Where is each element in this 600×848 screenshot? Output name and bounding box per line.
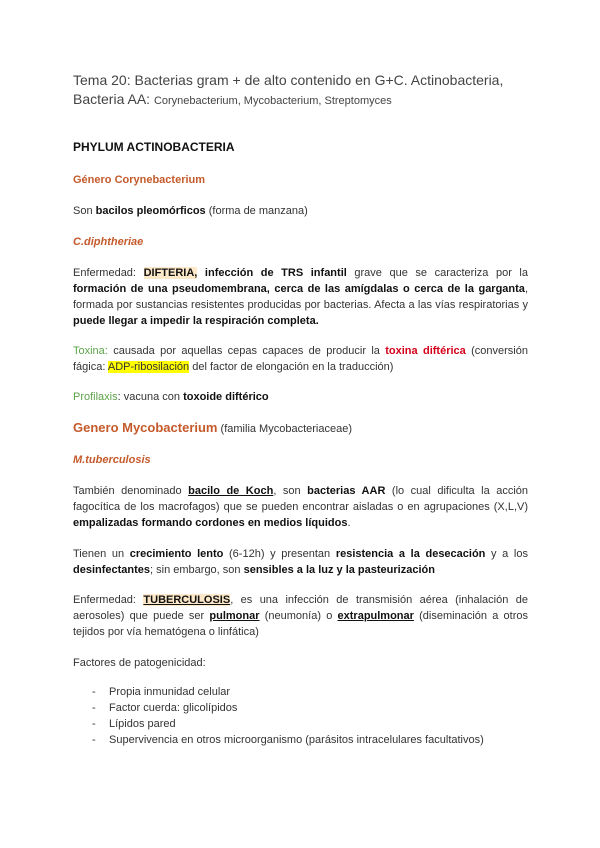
prophylaxis-label: Profilaxis [73,391,118,403]
mycobacterium-heading: Genero Mycobacterium [73,420,218,435]
toxin-name: toxina diftérica [385,345,466,357]
title-genera: Corynebacterium, Mycobacterium, Streptomyces [153,95,392,107]
list-item: - Propia inmunidad celular [92,684,528,700]
tuberculosis-highlight: TUBERCULOSIS [143,594,231,606]
growth-paragraph: Tienen un crecimiento lento (6-12h) y presentan resistencia a la desecación y a los desinfectantes; sin embargo, son sensibles a la luz y la pasteurización [73,548,528,576]
list-item: - Supervivencia en otros microorganismo (parásitos intracelulares facultativos) [92,732,528,748]
toxin-label: Toxina: [73,345,108,357]
list-item: - Lípidos pared [92,716,528,732]
mycobacterium-heading-line: Genero Mycobacterium (familia Mycobacteriaceae) [73,420,352,435]
phylum-heading: PHYLUM ACTINOBACTERIA [73,140,235,154]
title-main: Tema 20: Bacterias gram + de alto contenido en G+C. Actinobacteria, Bacteria AA: [73,72,504,107]
diphtheriae-heading: C.diphtheriae [73,236,144,248]
tuberculosis-description: También denominado bacilo de Koch, son bacterias AAR (lo cual dificulta la acción fagocítica de los macrofagos) que se pueden encontrar aisladas o en agrupaciones (X,L,V) empalizadas formando cordones en medios líquidos. [73,485,529,529]
tuberculosis-heading: M.tuberculosis [73,454,151,466]
diphtheria-disease-paragraph: Enfermedad: DIFTERIA, infección de TRS infantil grave que se caracteriza por la formación de una pseudomembrana, cerca de las amígdalas o cerca de la garganta, formada por sustancias resistentes producidas por bacterias. Afecta a las vías respiratorias y puede llegar a impedir la respiración completa. [73,267,528,327]
corynebacterium-heading: Género Corynebacterium [73,174,206,186]
page-title [73,71,528,111]
list-item: - Factor cuerda: glicolípidos [92,700,528,716]
tuberculosis-disease-paragraph: Enfermedad: TUBERCULOSIS, es una infección de transmisión aérea (inhalación de aerosoles) que puede ser pulmonar (neumonía) o extrapulmonar (diseminación a otros tejidos por vía hematógena o linfática) [73,594,528,638]
factors-list [92,684,528,748]
factors-label: Factores de patogenicidad: [73,657,206,669]
difteria-highlight: DIFTERIA, [143,267,198,279]
prophylaxis-paragraph: Profilaxis: vacuna con toxoide diftérico [73,391,269,403]
adp-highlight: ADP-ribosilación [107,361,190,373]
toxin-paragraph: Toxina: causada por aquellas cepas capaces de producir la toxina diftérica (conversión fágica: ADP-ribosilación del factor de elongación en la traducción) [73,345,528,373]
corynebacterium-description: Son bacilos pleomórficos (forma de manzana) [73,205,308,217]
bacilo-koch: bacilo de Koch [188,485,274,497]
